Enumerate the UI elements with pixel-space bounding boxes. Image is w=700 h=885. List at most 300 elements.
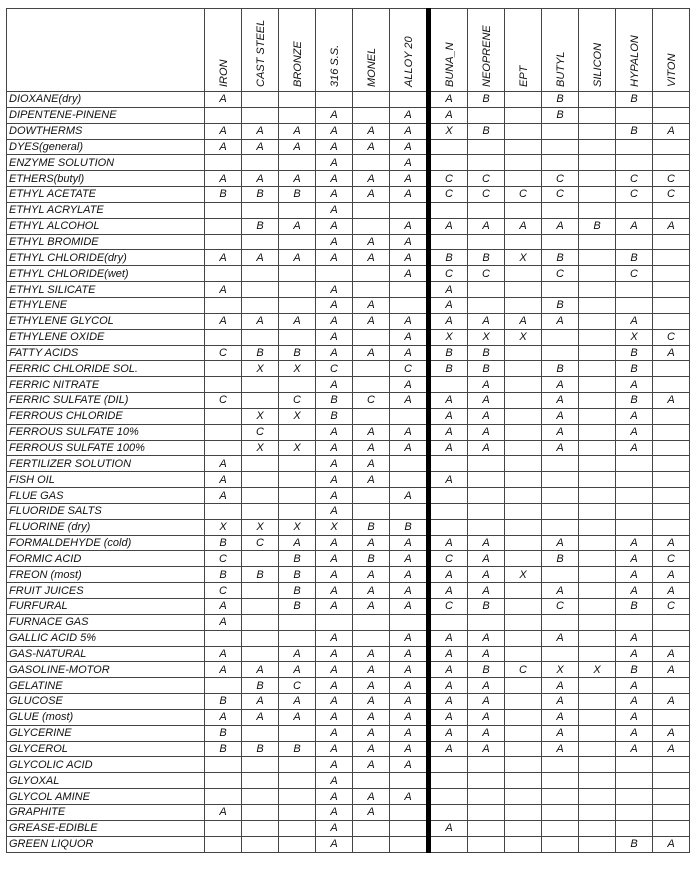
rating-cell bbox=[468, 836, 505, 852]
chemical-name: FERROUS SULFATE 10% bbox=[7, 424, 205, 440]
rating-cell bbox=[616, 297, 653, 313]
rating-cell: A bbox=[316, 171, 353, 187]
chemical-name: ETHERS(butyl) bbox=[7, 171, 205, 187]
rating-cell bbox=[353, 218, 390, 234]
rating-cell bbox=[205, 202, 242, 218]
rating-cell bbox=[353, 820, 390, 836]
rating-cell: A bbox=[205, 282, 242, 298]
table-body bbox=[7, 92, 690, 853]
rating-cell bbox=[505, 123, 542, 139]
rating-cell: A bbox=[353, 694, 390, 710]
rating-cell bbox=[579, 408, 616, 424]
rating-cell: B bbox=[279, 187, 316, 203]
chemical-name: FERROUS CHLORIDE bbox=[7, 408, 205, 424]
rating-cell bbox=[242, 155, 279, 171]
rating-cell bbox=[505, 139, 542, 155]
table-row bbox=[7, 123, 690, 139]
chemical-name: ENZYME SOLUTION bbox=[7, 155, 205, 171]
rating-cell bbox=[579, 567, 616, 583]
rating-cell: A bbox=[468, 741, 505, 757]
table-row bbox=[7, 614, 690, 630]
rating-cell: A bbox=[390, 155, 429, 171]
rating-cell: A bbox=[390, 725, 429, 741]
rating-cell bbox=[316, 614, 353, 630]
rating-cell bbox=[205, 424, 242, 440]
rating-cell: C bbox=[468, 171, 505, 187]
rating-cell bbox=[579, 804, 616, 820]
rating-cell: A bbox=[353, 741, 390, 757]
rating-cell bbox=[542, 123, 579, 139]
rating-cell: A bbox=[390, 266, 429, 282]
rating-cell: A bbox=[316, 678, 353, 694]
rating-cell: A bbox=[316, 789, 353, 805]
rating-cell bbox=[242, 488, 279, 504]
rating-cell bbox=[653, 282, 690, 298]
rating-cell bbox=[542, 519, 579, 535]
rating-cell bbox=[205, 836, 242, 852]
rating-cell: A bbox=[653, 567, 690, 583]
rating-cell bbox=[579, 614, 616, 630]
rating-cell: A bbox=[390, 329, 429, 345]
rating-cell bbox=[542, 804, 579, 820]
rating-cell: B bbox=[616, 345, 653, 361]
rating-cell bbox=[353, 202, 390, 218]
table-row bbox=[7, 678, 690, 694]
header-corner-cell bbox=[7, 9, 205, 92]
rating-cell bbox=[505, 503, 542, 519]
rating-cell bbox=[542, 456, 579, 472]
compatibility-table bbox=[6, 8, 690, 853]
rating-cell bbox=[653, 297, 690, 313]
rating-cell: C bbox=[279, 678, 316, 694]
rating-cell bbox=[468, 202, 505, 218]
rating-cell: A bbox=[316, 567, 353, 583]
chemical-name: ETHYLENE bbox=[7, 297, 205, 313]
rating-cell: B bbox=[468, 599, 505, 615]
rating-cell bbox=[542, 345, 579, 361]
rating-cell: A bbox=[279, 694, 316, 710]
rating-cell: A bbox=[242, 709, 279, 725]
column-header-label: IRON bbox=[218, 59, 230, 87]
rating-cell: A bbox=[316, 456, 353, 472]
rating-cell bbox=[579, 519, 616, 535]
header-row bbox=[7, 9, 690, 92]
table-row bbox=[7, 630, 690, 646]
rating-cell bbox=[242, 92, 279, 108]
rating-cell bbox=[653, 488, 690, 504]
rating-cell bbox=[242, 836, 279, 852]
chemical-name: DYES(general) bbox=[7, 139, 205, 155]
table-row bbox=[7, 297, 690, 313]
rating-cell: B bbox=[205, 694, 242, 710]
rating-cell bbox=[616, 155, 653, 171]
rating-cell: A bbox=[542, 408, 579, 424]
rating-cell bbox=[579, 773, 616, 789]
rating-cell: A bbox=[653, 836, 690, 852]
rating-cell: A bbox=[653, 694, 690, 710]
rating-cell: A bbox=[542, 424, 579, 440]
rating-cell: A bbox=[316, 187, 353, 203]
rating-cell: A bbox=[468, 218, 505, 234]
rating-cell: A bbox=[616, 377, 653, 393]
rating-cell bbox=[468, 472, 505, 488]
rating-cell: A bbox=[316, 694, 353, 710]
rating-cell bbox=[505, 551, 542, 567]
rating-cell: A bbox=[390, 107, 429, 123]
rating-cell: A bbox=[653, 535, 690, 551]
rating-cell: A bbox=[316, 583, 353, 599]
rating-cell: A bbox=[468, 551, 505, 567]
rating-cell: A bbox=[429, 393, 468, 409]
rating-cell: X bbox=[242, 408, 279, 424]
rating-cell bbox=[390, 503, 429, 519]
chemical-name: FERRIC SULFATE (DIL) bbox=[7, 393, 205, 409]
rating-cell: A bbox=[616, 678, 653, 694]
rating-cell: A bbox=[429, 472, 468, 488]
rating-cell: X bbox=[242, 440, 279, 456]
rating-cell bbox=[505, 725, 542, 741]
rating-cell: A bbox=[353, 171, 390, 187]
rating-cell bbox=[242, 725, 279, 741]
rating-cell: A bbox=[353, 709, 390, 725]
rating-cell bbox=[316, 266, 353, 282]
rating-cell bbox=[390, 282, 429, 298]
rating-cell: A bbox=[353, 662, 390, 678]
rating-cell: X bbox=[505, 567, 542, 583]
rating-cell: B bbox=[205, 741, 242, 757]
chemical-name: GLUE (most) bbox=[7, 709, 205, 725]
rating-cell: A bbox=[390, 345, 429, 361]
rating-cell: C bbox=[429, 266, 468, 282]
rating-cell: A bbox=[242, 662, 279, 678]
rating-cell bbox=[353, 377, 390, 393]
rating-cell: B bbox=[205, 187, 242, 203]
rating-cell bbox=[242, 630, 279, 646]
rating-cell bbox=[390, 804, 429, 820]
chemical-name: GRAPHITE bbox=[7, 804, 205, 820]
chemical-name: GLUCOSE bbox=[7, 694, 205, 710]
rating-cell bbox=[616, 282, 653, 298]
rating-cell: A bbox=[616, 424, 653, 440]
rating-cell: A bbox=[468, 630, 505, 646]
column-header bbox=[505, 9, 542, 92]
rating-cell bbox=[353, 630, 390, 646]
rating-cell bbox=[653, 789, 690, 805]
rating-cell: A bbox=[390, 630, 429, 646]
rating-cell: B bbox=[579, 218, 616, 234]
rating-cell: A bbox=[390, 424, 429, 440]
rating-cell bbox=[429, 804, 468, 820]
rating-cell: A bbox=[316, 773, 353, 789]
rating-cell: X bbox=[505, 250, 542, 266]
rating-cell: A bbox=[616, 567, 653, 583]
rating-cell: X bbox=[616, 329, 653, 345]
rating-cell bbox=[242, 820, 279, 836]
rating-cell bbox=[542, 757, 579, 773]
column-header bbox=[542, 9, 579, 92]
rating-cell: A bbox=[279, 171, 316, 187]
rating-cell bbox=[505, 234, 542, 250]
rating-cell bbox=[505, 741, 542, 757]
chemical-name: GREEN LIQUOR bbox=[7, 836, 205, 852]
rating-cell bbox=[242, 614, 279, 630]
rating-cell bbox=[653, 757, 690, 773]
rating-cell bbox=[205, 503, 242, 519]
rating-cell bbox=[542, 773, 579, 789]
rating-cell: B bbox=[616, 123, 653, 139]
chemical-name: ETHYL ACETATE bbox=[7, 187, 205, 203]
rating-cell bbox=[579, 694, 616, 710]
rating-cell: B bbox=[242, 567, 279, 583]
rating-cell: C bbox=[429, 187, 468, 203]
rating-cell bbox=[429, 773, 468, 789]
rating-cell: A bbox=[390, 662, 429, 678]
rating-cell bbox=[279, 725, 316, 741]
table-row bbox=[7, 202, 690, 218]
rating-cell bbox=[205, 234, 242, 250]
rating-cell bbox=[390, 202, 429, 218]
rating-cell bbox=[242, 377, 279, 393]
rating-cell: A bbox=[353, 123, 390, 139]
table-row bbox=[7, 646, 690, 662]
rating-cell: B bbox=[468, 662, 505, 678]
rating-cell: A bbox=[205, 139, 242, 155]
rating-cell bbox=[579, 820, 616, 836]
rating-cell: X bbox=[242, 361, 279, 377]
rating-cell: A bbox=[316, 535, 353, 551]
rating-cell: A bbox=[353, 567, 390, 583]
rating-cell: A bbox=[316, 725, 353, 741]
rating-cell bbox=[579, 393, 616, 409]
rating-cell: A bbox=[242, 250, 279, 266]
rating-cell bbox=[429, 519, 468, 535]
rating-cell: A bbox=[468, 725, 505, 741]
rating-cell bbox=[242, 583, 279, 599]
rating-cell: A bbox=[353, 757, 390, 773]
rating-cell: A bbox=[468, 393, 505, 409]
table-row bbox=[7, 440, 690, 456]
table-row bbox=[7, 757, 690, 773]
rating-cell: X bbox=[279, 440, 316, 456]
rating-cell: A bbox=[542, 583, 579, 599]
rating-cell bbox=[579, 361, 616, 377]
rating-cell bbox=[279, 630, 316, 646]
rating-cell bbox=[505, 155, 542, 171]
chemical-name: ETHYL ACRYLATE bbox=[7, 202, 205, 218]
rating-cell: A bbox=[653, 662, 690, 678]
rating-cell: A bbox=[616, 440, 653, 456]
rating-cell: A bbox=[616, 725, 653, 741]
rating-cell: C bbox=[279, 393, 316, 409]
table-row bbox=[7, 218, 690, 234]
rating-cell bbox=[653, 424, 690, 440]
column-header bbox=[353, 9, 390, 92]
rating-cell bbox=[653, 472, 690, 488]
rating-cell: B bbox=[616, 599, 653, 615]
rating-cell: C bbox=[616, 187, 653, 203]
chemical-name: FERRIC NITRATE bbox=[7, 377, 205, 393]
table-row bbox=[7, 567, 690, 583]
rating-cell: C bbox=[505, 662, 542, 678]
rating-cell: A bbox=[616, 408, 653, 424]
table-row bbox=[7, 535, 690, 551]
rating-cell bbox=[353, 107, 390, 123]
table-row bbox=[7, 345, 690, 361]
rating-cell: B bbox=[468, 361, 505, 377]
rating-cell bbox=[279, 329, 316, 345]
rating-cell bbox=[579, 551, 616, 567]
rating-cell: A bbox=[429, 678, 468, 694]
rating-cell: A bbox=[205, 599, 242, 615]
rating-cell bbox=[242, 297, 279, 313]
rating-cell: B bbox=[242, 345, 279, 361]
table-row bbox=[7, 488, 690, 504]
rating-cell bbox=[579, 503, 616, 519]
rating-cell bbox=[353, 614, 390, 630]
rating-cell: A bbox=[316, 297, 353, 313]
rating-cell: B bbox=[616, 393, 653, 409]
rating-cell: A bbox=[653, 741, 690, 757]
rating-cell: A bbox=[353, 646, 390, 662]
rating-cell bbox=[353, 836, 390, 852]
rating-cell: B bbox=[542, 107, 579, 123]
rating-cell: B bbox=[542, 250, 579, 266]
rating-cell: A bbox=[429, 424, 468, 440]
rating-cell: C bbox=[429, 171, 468, 187]
rating-cell: A bbox=[316, 250, 353, 266]
rating-cell: B bbox=[616, 92, 653, 108]
column-header-label: VITON bbox=[666, 53, 678, 87]
rating-cell bbox=[468, 614, 505, 630]
rating-cell: A bbox=[429, 630, 468, 646]
rating-cell: B bbox=[390, 519, 429, 535]
rating-cell bbox=[579, 313, 616, 329]
rating-cell bbox=[429, 789, 468, 805]
rating-cell: B bbox=[279, 551, 316, 567]
rating-cell bbox=[505, 377, 542, 393]
rating-cell bbox=[542, 646, 579, 662]
rating-cell bbox=[390, 456, 429, 472]
rating-cell bbox=[579, 424, 616, 440]
rating-cell bbox=[279, 503, 316, 519]
rating-cell bbox=[505, 519, 542, 535]
rating-cell: B bbox=[542, 551, 579, 567]
rating-cell bbox=[242, 804, 279, 820]
rating-cell: A bbox=[429, 107, 468, 123]
rating-cell: A bbox=[353, 535, 390, 551]
rating-cell bbox=[468, 282, 505, 298]
rating-cell bbox=[616, 503, 653, 519]
rating-cell bbox=[653, 266, 690, 282]
rating-cell bbox=[390, 836, 429, 852]
rating-cell: B bbox=[468, 250, 505, 266]
rating-cell: B bbox=[542, 92, 579, 108]
rating-cell: X bbox=[579, 662, 616, 678]
chemical-name: GREASE-EDIBLE bbox=[7, 820, 205, 836]
rating-cell bbox=[468, 503, 505, 519]
rating-cell bbox=[505, 630, 542, 646]
column-header-label: ALLOY 20 bbox=[403, 36, 415, 87]
rating-cell bbox=[279, 804, 316, 820]
rating-cell: A bbox=[316, 107, 353, 123]
rating-cell bbox=[616, 139, 653, 155]
rating-cell bbox=[205, 107, 242, 123]
table-row bbox=[7, 92, 690, 108]
rating-cell bbox=[429, 155, 468, 171]
rating-cell: X bbox=[429, 329, 468, 345]
rating-cell bbox=[542, 503, 579, 519]
rating-cell: A bbox=[390, 123, 429, 139]
rating-cell bbox=[242, 757, 279, 773]
rating-cell: A bbox=[505, 218, 542, 234]
rating-cell bbox=[505, 171, 542, 187]
rating-cell: A bbox=[429, 694, 468, 710]
rating-cell bbox=[279, 614, 316, 630]
rating-cell: A bbox=[653, 646, 690, 662]
rating-cell: A bbox=[429, 92, 468, 108]
column-header bbox=[653, 9, 690, 92]
rating-cell bbox=[429, 836, 468, 852]
rating-cell bbox=[505, 694, 542, 710]
rating-cell bbox=[505, 535, 542, 551]
rating-cell: A bbox=[390, 757, 429, 773]
rating-cell bbox=[579, 725, 616, 741]
table-row bbox=[7, 820, 690, 836]
rating-cell bbox=[579, 171, 616, 187]
chemical-name: GLYCERINE bbox=[7, 725, 205, 741]
rating-cell bbox=[653, 107, 690, 123]
rating-cell bbox=[579, 583, 616, 599]
rating-cell bbox=[653, 804, 690, 820]
rating-cell bbox=[390, 408, 429, 424]
rating-cell: A bbox=[316, 313, 353, 329]
rating-cell: A bbox=[353, 345, 390, 361]
rating-cell: A bbox=[316, 820, 353, 836]
table-row bbox=[7, 551, 690, 567]
rating-cell: B bbox=[242, 187, 279, 203]
rating-cell bbox=[653, 377, 690, 393]
rating-cell: A bbox=[353, 472, 390, 488]
rating-cell bbox=[429, 456, 468, 472]
rating-cell bbox=[542, 614, 579, 630]
rating-cell bbox=[505, 393, 542, 409]
column-header bbox=[390, 9, 429, 92]
rating-cell bbox=[542, 155, 579, 171]
rating-cell bbox=[279, 92, 316, 108]
rating-cell bbox=[242, 266, 279, 282]
rating-cell: A bbox=[316, 741, 353, 757]
rating-cell: A bbox=[390, 646, 429, 662]
rating-cell bbox=[279, 820, 316, 836]
rating-cell bbox=[205, 218, 242, 234]
column-header bbox=[316, 9, 353, 92]
rating-cell: C bbox=[242, 424, 279, 440]
table-row bbox=[7, 361, 690, 377]
rating-cell bbox=[616, 488, 653, 504]
rating-cell: X bbox=[242, 519, 279, 535]
rating-cell: A bbox=[205, 646, 242, 662]
rating-cell bbox=[653, 503, 690, 519]
rating-cell: A bbox=[390, 694, 429, 710]
rating-cell bbox=[505, 488, 542, 504]
rating-cell: A bbox=[542, 741, 579, 757]
rating-cell: C bbox=[653, 187, 690, 203]
rating-cell bbox=[616, 472, 653, 488]
rating-cell bbox=[242, 773, 279, 789]
rating-cell bbox=[429, 202, 468, 218]
rating-cell bbox=[279, 297, 316, 313]
chemical-name: FERRIC CHLORIDE SOL. bbox=[7, 361, 205, 377]
